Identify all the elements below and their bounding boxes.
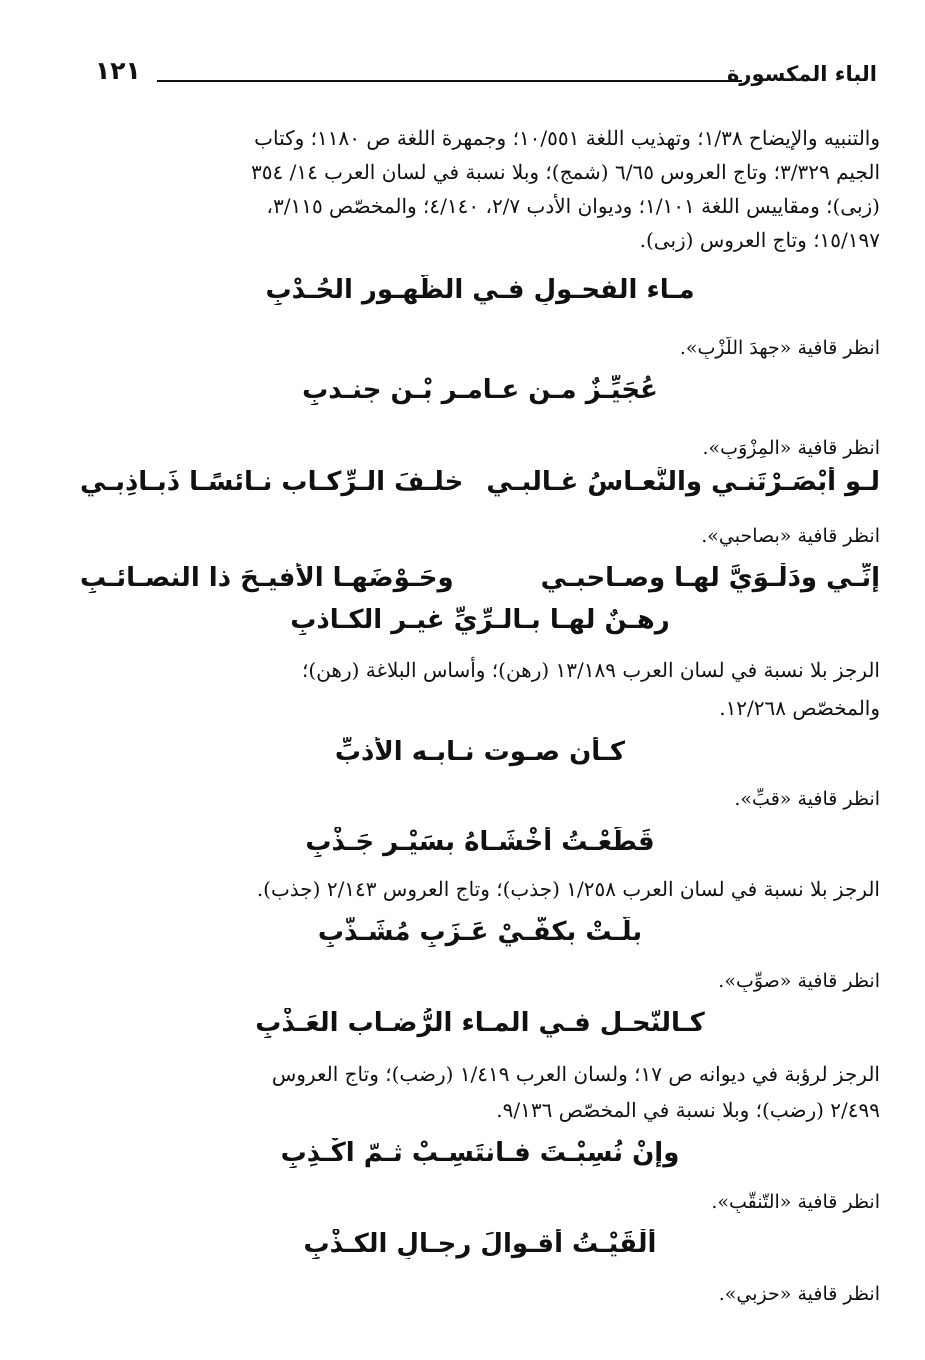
verse: رهـنٌ لهـا بـالـرِّيِّ غيـر الكـاذبِ	[290, 605, 670, 635]
page-header	[95, 56, 877, 96]
verse-second-hemistich: خلـفَ الـرِّكـاب نـائسًـا ذَبـاذِبـي	[80, 467, 464, 497]
verse-couplet	[80, 563, 880, 593]
page-number: ١٢١	[95, 56, 141, 85]
verse: مـاء الفحـولِ فـي الظُّهـور الحُـدْبِ	[265, 275, 695, 305]
citation-line: والتنبيه والإيضاح ١/٣٨؛ وتهذيب اللغة ١٠/٥٥١؛ وجمهرة اللغة ص ١١٨٠؛ وكتاب	[254, 126, 880, 150]
verse: كـالنّحـل فـي المـاء الرُّضـاب العَـذْبِ	[255, 1008, 705, 1038]
verse-first-hemistich: لـو أبْصَـرْتَنـي والنُّعـاسُ غـالبـي	[486, 467, 880, 497]
citation-line: ٢/٤٩٩ (رضب)؛ وبلا نسبة في المخصّص ٩/١٣٦.	[496, 1098, 880, 1122]
verse: بلَّـتْ بكفَّـيْ عَـزَبٍ مُشَـذَّبِ	[317, 917, 643, 947]
verse-first-hemistich: إنِّـي ودَلْـوَيَّ لهـا وصـاحبـي	[540, 563, 880, 593]
verse: قَطَعْـتُ أخْشَـاهُ بسَيْـرٍ جَـذْبِ	[305, 827, 655, 857]
header-rule	[157, 80, 742, 82]
cross-reference: انظر قافية «التّنقُّبِ».	[711, 1191, 880, 1213]
citation-line: الجيم ٣/٣٢٩؛ وتاج العروس ٦/٦٥ (شمج)؛ وبلا نسبة في لسان العرب ١٤/ ٣٥٤	[251, 160, 880, 184]
citation-line: الرجز لرؤبة في ديوانه ص ١٧؛ ولسان العرب ١/٤١٩ (رضب)؛ وتاج العروس	[271, 1062, 880, 1086]
verse: ألْقَيْـتُ أقـوالَ رجـالِ الكـذْبِ	[303, 1229, 657, 1259]
citation-line: الرجز بلا نسبة في لسان العرب ١٣/١٨٩ (رهن)؛ وأساس البلاغة (رهن)؛	[302, 658, 880, 682]
citation-line: الرجز بلا نسبة في لسان العرب ١/٢٥٨ (جذب)؛ وتاج العروس ٢/١٤٣ (جذب).	[256, 877, 880, 901]
cross-reference: انظر قافية «بصاحبي».	[701, 525, 880, 547]
citation-line: والمخصّص ١٢/٢٦٨.	[719, 696, 880, 720]
verse-couplet	[80, 467, 880, 497]
verse: وإنْ نُسِبْـتَ فـانتَسِـبْ ثـمّ اكْـذِبِ	[280, 1138, 680, 1168]
cross-reference: انظر قافية «جهدَ اللّزْبِ».	[679, 337, 880, 359]
verse: كـأن صـوت نـابـه الأذبِّ	[334, 737, 626, 767]
cross-reference: انظر قافية «المِزْوَبِ».	[702, 437, 880, 459]
cross-reference: انظر قافية «حزبي».	[718, 1283, 880, 1305]
cross-reference: انظر قافية «قبِّ».	[734, 788, 880, 810]
citation-line: (زبى)؛ ومقاييس اللغة ١/١٠١؛ وديوان الأدب ٢/٧، ٤/١٤٠؛ والمخصّص ٣/١١٥،	[266, 194, 880, 218]
chapter-title: الباء المكسورة	[727, 62, 877, 86]
citation-line: ١٥/١٩٧؛ وتاج العروس (زبى).	[639, 228, 880, 252]
cross-reference: انظر قافية «صوِّبِ».	[718, 970, 880, 992]
verse-second-hemistich: وحَـوْضَهـا الأفيـحَ ذا النصـائـبِ	[80, 563, 454, 593]
verse: عُجَيِّـزٌ مـن عـامـرِ بْـنِ جنـدبِ	[302, 375, 658, 405]
